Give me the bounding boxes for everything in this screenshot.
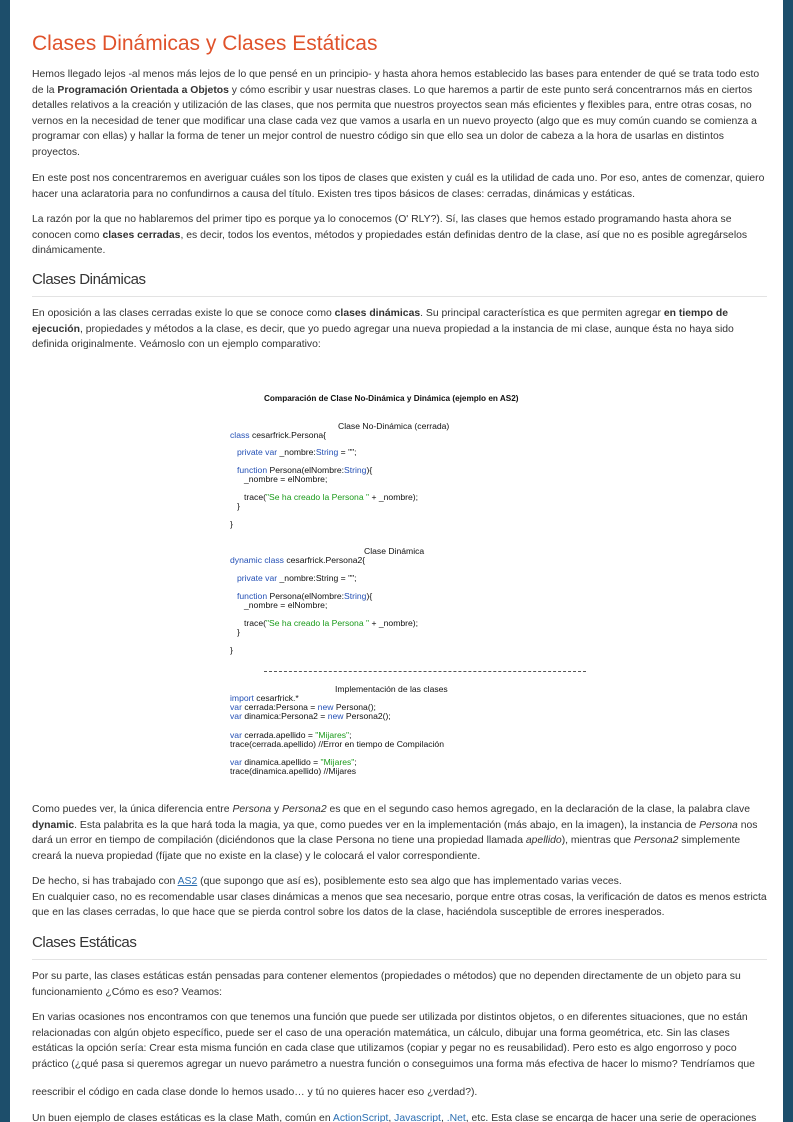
bold-text: en tiempo de ejecución [32,308,728,335]
text: Como puedes ver, la única diferencia entre [32,804,233,815]
italic-text: Persona [232,804,272,815]
label-implementation: Implementación de las clases [335,684,448,694]
code-title: Comparación de Clase No-Dinámica y Dinámica (ejemplo en AS2) [264,394,519,403]
code-text: = ""; [338,573,357,583]
code-text: ; [349,730,352,740]
string: "Mijares" [320,757,355,767]
bold-text: Programación Orientada a Objetos [57,84,229,96]
intro-paragraph-3 [32,212,767,259]
bold-text: clases dinámicas [334,308,421,319]
article-page [10,0,783,1122]
static-paragraph-3 [32,1111,767,1122]
code-line: } [237,627,240,637]
text: Un buen ejemplo de clases estáticas es la clase Math, común en [32,1113,333,1122]
static-paragraph-2-continued: reescribir el código en cada clase donde lo hemos usado… y tú no quieres hacer eso ¿verdad?). [32,1087,478,1098]
code-text: ){ [366,465,373,475]
code-text: cerrada.apellido = [241,730,316,740]
code-text: cesarfrick.Persona2{ [283,555,366,565]
code-line [237,447,357,457]
code-text: Persona2(); [343,711,391,721]
section-heading-dynamic: Clases Dinámicas [32,271,146,288]
intro-paragraph-2: En este post nos concentraremos en averiguar cuáles son los tipos de clases que existen y cuál es la utilidad de cada uno. Por eso, antes de comenzar, quiero hacer una aclaratoria para no confundirnos a causa del título. Existen tres tipos básicos de clases: cerradas, dinámicas y estáticas. [32,173,765,200]
italic-text: apellido [525,835,562,847]
code-text: Persona(elNombre: [267,465,345,475]
dynamic-paragraph-1 [32,306,767,353]
text: , es decir, todos los eventos, métodos y propiedades están definidas dentro de la clase, así que no es posible agregárselos dinámicamente. [32,229,748,257]
actionscript-link[interactable]: ActionScript [332,1113,389,1122]
string: "Se ha creado la Persona " [265,618,370,628]
italic-text: Persona2 [633,835,679,847]
code-text: cesarfrick.Persona{ [249,430,327,440]
keyword: function [237,465,268,475]
text: es que en el segundo caso hemos agregado, en la declaración de la clase, la palabra clave [326,804,751,815]
text: y cómo escribir y usar nuestras clases. Lo que haremos a partir de este punto será concentrarnos más en ciertos detalles relativos a la creación y utilización de las clases, que nos permita que nuestros proyectos sean más eficientes y flexibles para, entre otras cosas, no vernos en la necesidad de tener que modificar una clase cada vez que vamos a usarla en un nuevo proyecto (algo que es muy común cuando se comienza a programar con ellas) y hallar la forma de tener un mejor control de nuestro código sin que ello sea un dolor de cabeza a la hora de usarlas en distintos proyectos. [32,84,757,158]
keyword: var [230,702,242,712]
text: . Su principal característica es que permiten agregar [420,308,664,319]
text: , [388,1113,395,1122]
bold-text: clases cerradas [102,229,181,241]
code-line [244,618,418,628]
code-text: trace( [244,618,266,628]
code-text: dinamica:Persona2 = [241,711,328,721]
javascript-link[interactable]: Javascript [394,1113,441,1122]
code-text: cerrada:Persona = [241,702,318,712]
dotnet-link[interactable]: .Net [446,1113,466,1122]
code-line: } [230,645,233,655]
section-static-header [32,934,767,960]
keyword: new [327,711,344,721]
text: simplemente creará la nueva propiedad (fíjate que no existe en la clase) y le colocará el valor correspondiente. [32,835,741,862]
article-title: Clases Dinámicas y Clases Estáticas [32,32,378,55]
code-text: _nombre: [277,447,316,457]
code-text: Persona(); [333,702,376,712]
text: . Esta palabrita es la que hará toda la magia, ya que, como puedes ver en la implementación (más abajo, en la imagen), la instancia de [74,819,700,831]
code-text: _nombre: [277,573,316,583]
section-heading-static: Clases Estáticas [32,934,137,951]
text: ), mientras que [561,835,634,847]
code-line: trace(dinamica.apellido) //Mijares [230,766,357,776]
as2-link[interactable]: AS2 [177,876,198,887]
code-text: trace( [244,492,266,502]
text: En oposición a las clases cerradas existe lo que se conoce como [32,308,335,319]
code-line: } [230,519,233,529]
bold-text: dynamic [32,819,75,831]
keyword: new [317,702,334,712]
label-closed-class: Clase No-Dinámica (cerrada) [338,421,450,431]
text: nos dará un error en tiempo de compilación (diciéndonos que la clase Persona no tiene una propiedad llamada [32,819,758,847]
code-line [230,711,391,721]
code-line: } [237,501,240,511]
type: String [344,465,367,475]
type: String [344,591,367,601]
code-line [237,573,357,583]
intro-paragraph-1 [32,67,767,161]
code-line [244,492,418,502]
italic-text: Persona [699,819,738,831]
text: Hemos llegado lejos -al menos más lejos de lo que pensé en un principio- y hasta ahora hemos establecido las bases para entender de qué se trata todo esto de la [32,69,760,96]
text: , propiedades y métodos a la clase, es decir, que yo puedo agregar una nueva propiedad a la instancia de mi clase, aunque ésta no haya sido definida originalmente. Veámoslo con un ejemplo comparativo: [32,323,734,351]
string: "Se ha creado la Persona " [265,492,370,502]
keyword: private var [237,573,278,583]
code-text: dinamica.apellido = [241,757,321,767]
static-paragraph-1: Por su parte, las clases estáticas están pensadas para contener elementos (propiedades o métodos) que no dependen directamente de un objeto para su funcionamiento ¿Cómo es eso? Veamos: [32,971,741,998]
string: "Mijares" [315,730,350,740]
code-text: cesarfrick.* [253,693,299,703]
keyword: var [230,730,242,740]
text: , [440,1113,447,1122]
text: La razón por la que no hablaremos del primer tipo es porque ya lo conocemos (O' RLY?). Sí, las clases que hemos estado programando hasta ahora se conocen como [32,214,732,241]
code-line [230,430,326,440]
code-line: _nombre = elNombre; [244,600,328,610]
text: (que supongo que así es), posiblemente esto sea algo que has implementado varias veces. [197,876,622,887]
keyword: class [230,430,250,440]
code-line: trace(cerrada.apellido) //Error en tiempo de Compilación [230,739,444,749]
keyword: private var [237,447,278,457]
code-text: + _nombre); [369,618,419,628]
code-text: Persona(elNombre: [267,591,345,601]
code-line: _nombre = elNombre; [244,474,328,484]
keyword: function [237,591,268,601]
keyword: var [230,757,242,767]
italic-text: Persona2 [282,804,327,815]
section-divider [32,296,767,297]
keyword: import [230,693,254,703]
text: En cualquier caso, no es recomendable usar clases dinámicas a menos que sea necesario, porque entre otras cosas, la verificación de datos es menos estricta que en las clases cerradas, lo que hace que se pierda control sobre los datos de la clase, haciéndola susceptible de errores inesperados. [32,891,767,919]
keyword: dynamic class [230,555,284,565]
label-dynamic-class: Clase Dinámica [364,546,425,556]
section-dynamic-header [32,271,767,297]
code-comparison-image [230,388,570,788]
code-text: ){ [366,591,373,601]
code-text: = ""; [338,447,357,457]
text: De hecho, si has trabajado con [32,876,178,887]
dashed-divider [264,671,586,672]
code-line [230,555,365,565]
text: , etc. Esta clase se encarga de hacer una serie de operaciones [465,1113,757,1122]
code-text: + _nombre); [369,492,419,502]
text: y [271,804,283,815]
dynamic-paragraph-2 [32,802,767,864]
type: String [315,447,339,457]
code-text: ; [354,757,357,767]
section-divider [32,959,767,960]
keyword: var [230,711,242,721]
code-text: String [315,573,339,583]
static-paragraph-2: En varias ocasiones nos encontramos con que tenemos una función que puede ser utilizada por distintos objetos, o en diferentes situaciones, que no están relacionadas con algún objeto específico, puede ser el caso de una operación matemática, un cálculo, dibujar una forma geométrica, etc. Sin las clases estáticas la opción sería: Crear esta misma función en cada clase que utilizamos (copiar y pegar no es reusabilidad). Pero esto es algo engorroso y poco práctico (¿qué pasa si queremos agregar un nuevo parámetro a nuestra función o conseguimos una forma más efectiva de hacer lo mismo? Tendríamos que [32,1012,755,1070]
dynamic-paragraph-3 [32,874,767,921]
